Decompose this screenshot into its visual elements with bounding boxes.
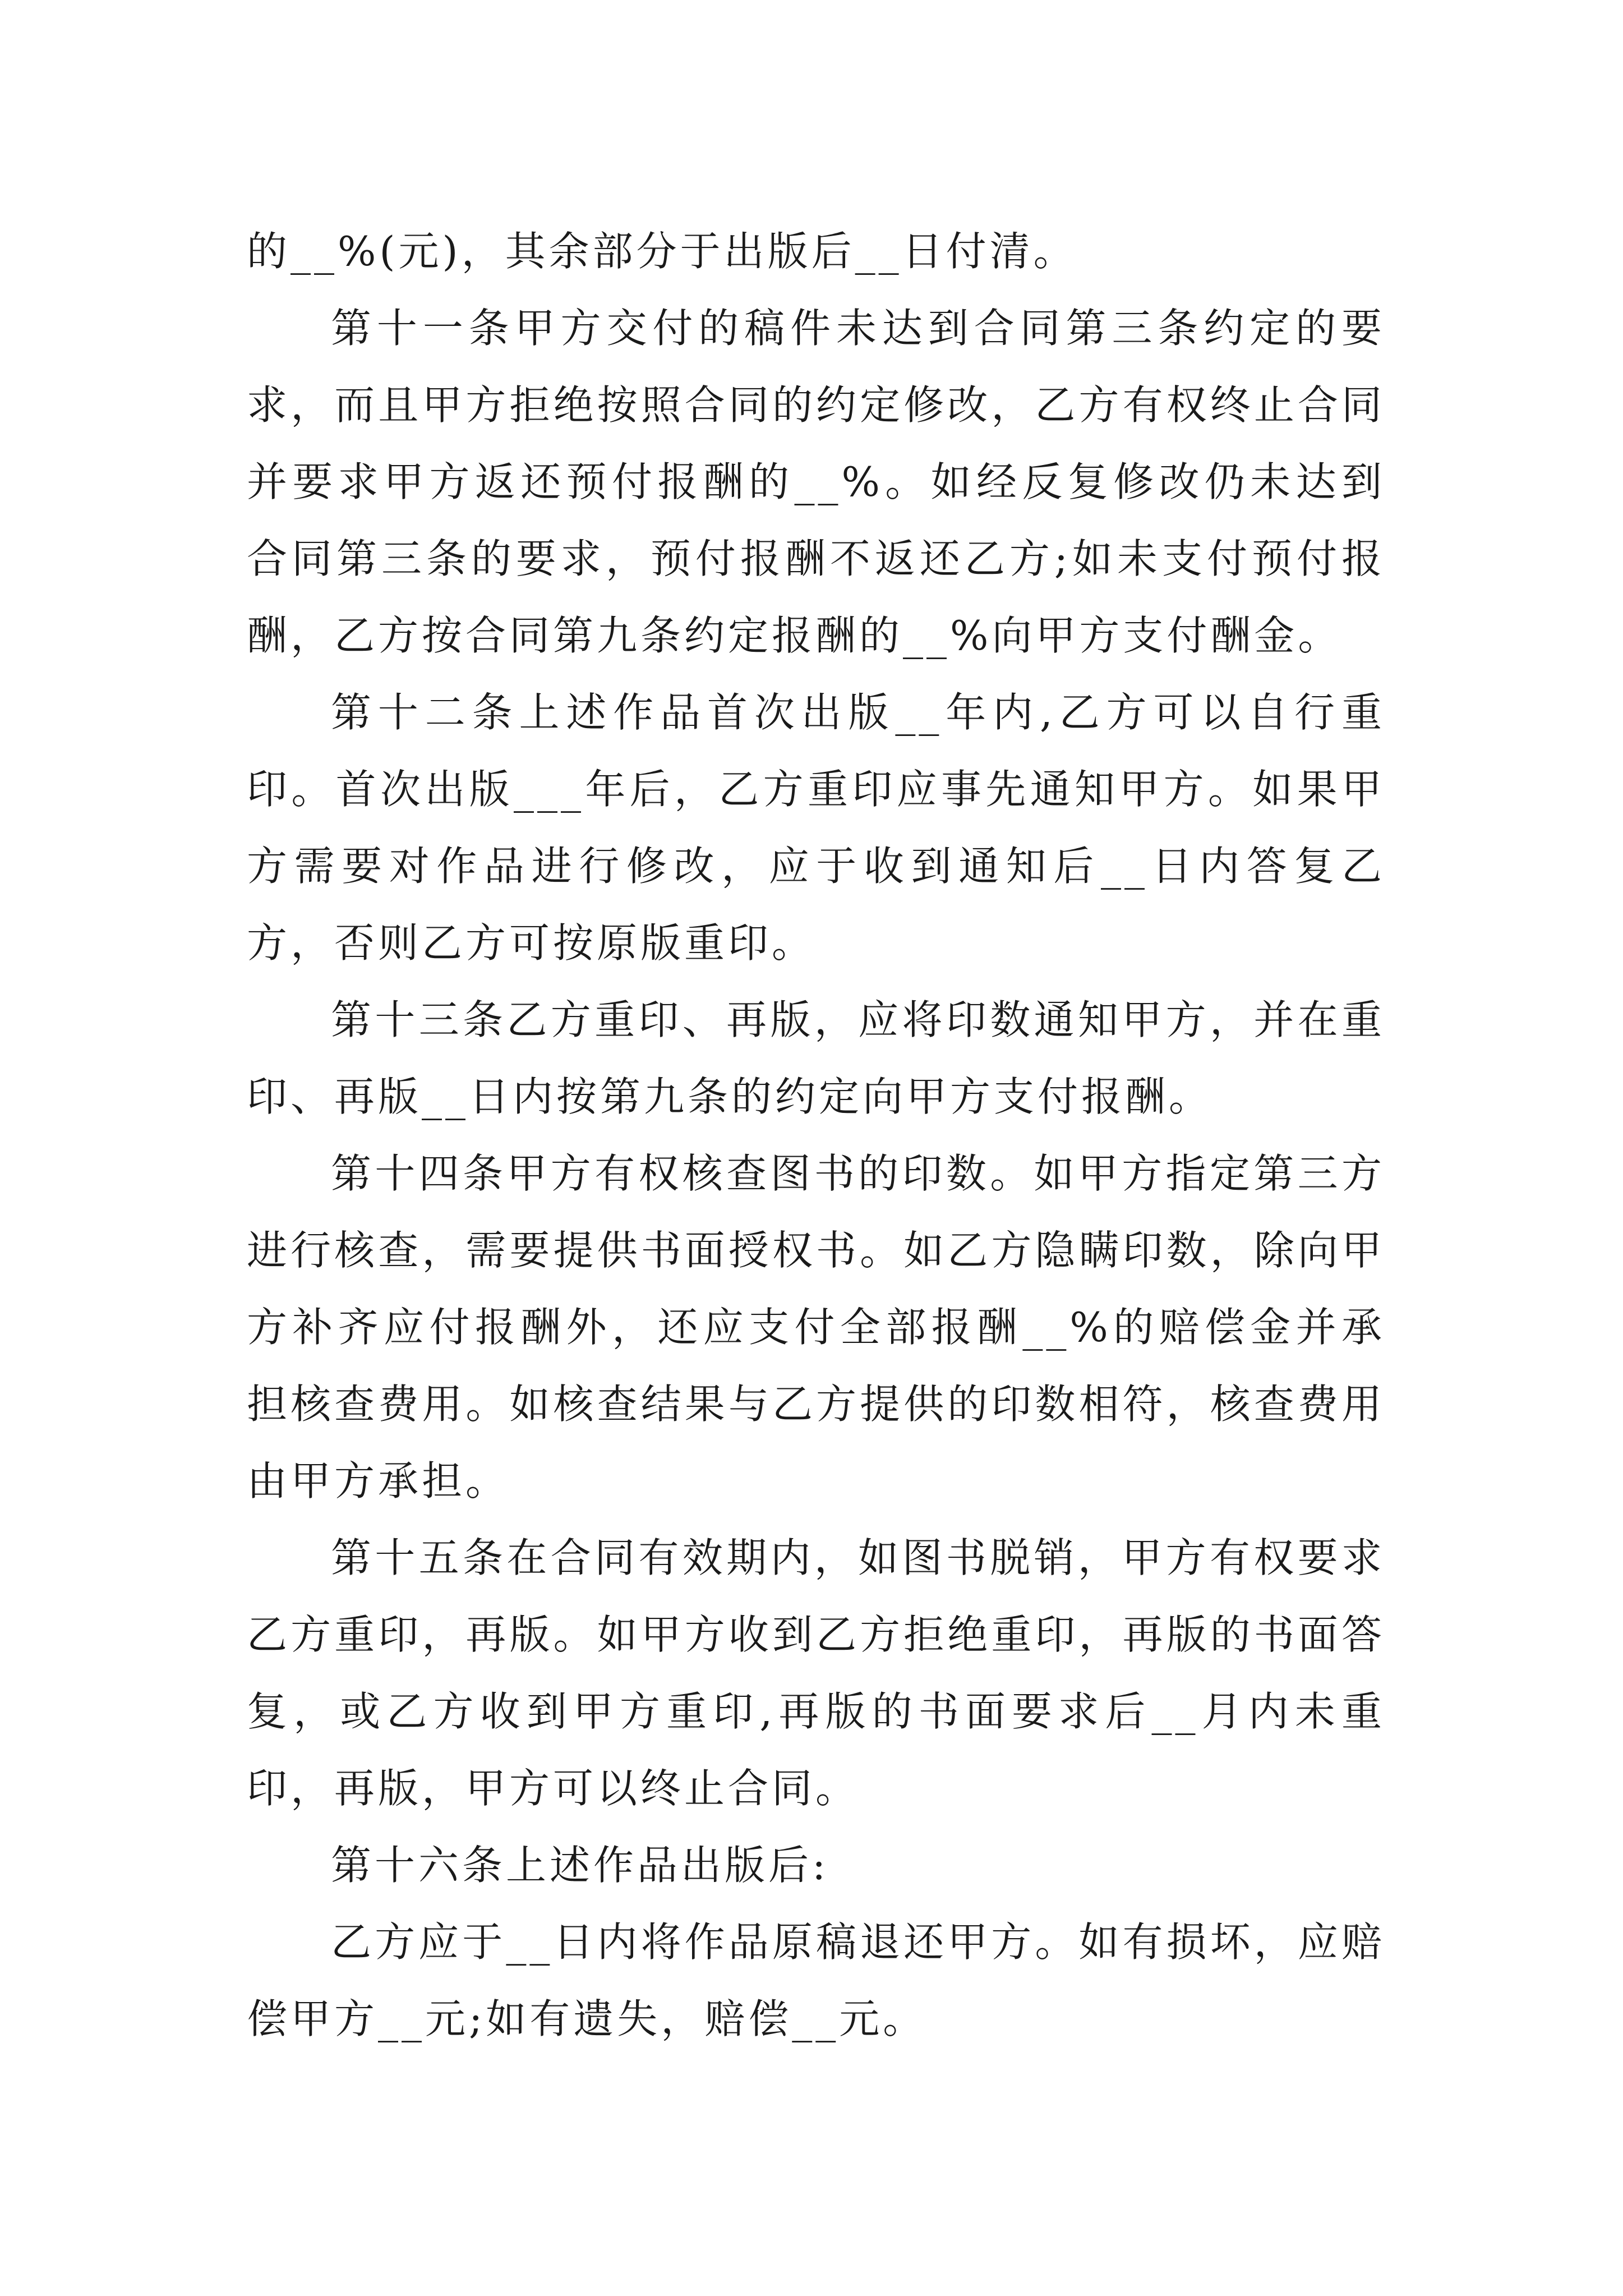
paragraph-article-12: 第十二条上述作品首次出版__年内,乙方可以自行重印。首次出版___年后，乙方重印应事先通知甲方。如果甲方需要对作品进行修改，应于收到通知后__日内答复乙方，否则乙方可按原版重印。: [247, 689, 1385, 967]
paragraph-manuscript-return: 乙方应于__日内将作品原稿退还甲方。如有损坏，应赔偿甲方__元;如有遗失，赔偿__元。: [247, 1918, 1385, 2042]
paragraph-article-13: 第十三条乙方重印、再版，应将印数通知甲方，并在重印、再版__日内按第九条的约定向甲方支付报酬。: [247, 996, 1385, 1120]
paragraph-payment-continuation: 的__%(元)，其余部分于出版后__日付清。: [247, 228, 1077, 275]
paragraph-article-14: 第十四条甲方有权核查图书的印数。如甲方指定第三方进行核查，需要提供书面授权书。如乙方隐瞒印数，除向甲方补齐应付报酬外，还应支付全部报酬__%的赔偿金并承担核查费用。如核查结果与乙方提供的印数相符，核查费用由甲方承担。: [247, 1150, 1385, 1504]
paragraph-article-15: 第十五条在合同有效期内，如图书脱销，甲方有权要求乙方重印，再版。如甲方收到乙方拒绝重印，再版的书面答复，或乙方收到甲方重印,再版的书面要求后__月内未重印，再版，甲方可以终止合同。: [247, 1534, 1385, 1812]
paragraph-article-16: 第十六条上述作品出版后:: [331, 1842, 829, 1889]
document-body: [247, 213, 1385, 2058]
paragraph-article-11: 第十一条甲方交付的稿件未达到合同第三条约定的要求，而且甲方拒绝按照合同的约定修改，乙方有权终止合同并要求甲方返还预付报酬的__%。如经反复修改仍未达到合同第三条的要求，预付报酬不返还乙方;如未支付预付报酬，乙方按合同第九条约定报酬的__%向甲方支付酬金。: [247, 305, 1385, 659]
